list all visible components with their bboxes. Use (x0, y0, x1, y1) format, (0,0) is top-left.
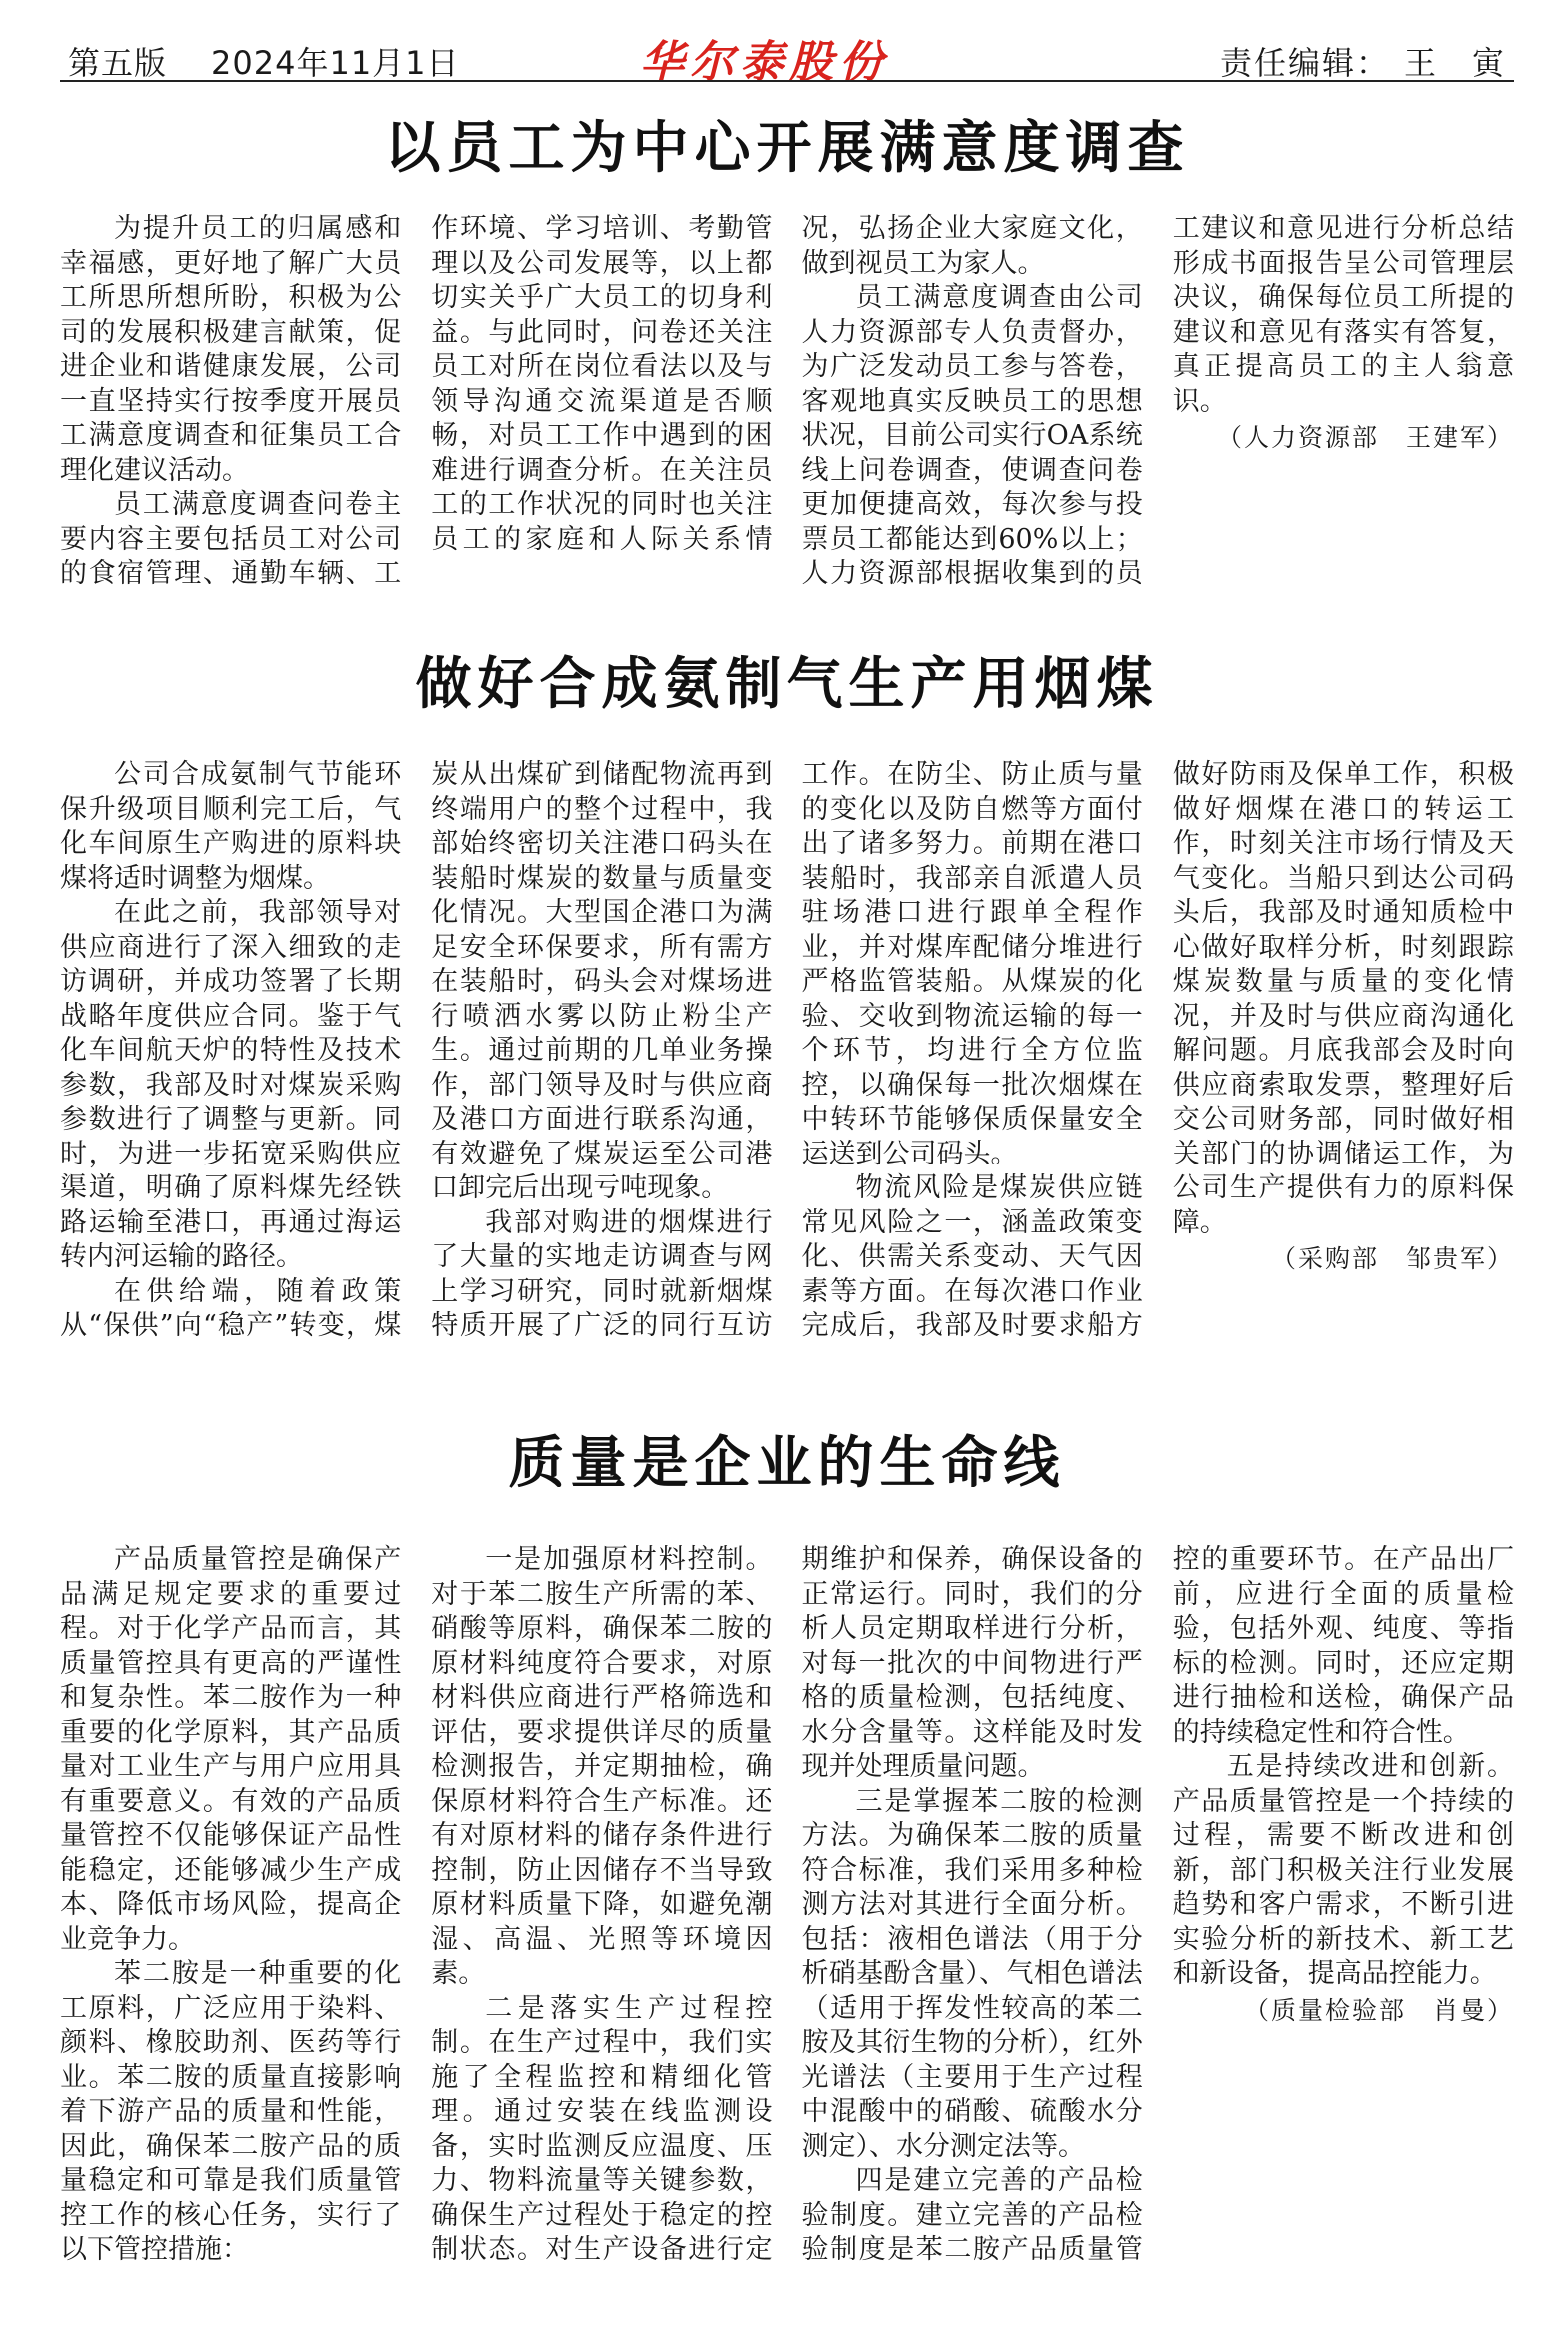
article-title: 做好合成氨制气生产用烟煤 (415, 652, 1159, 717)
editor-name: 王 寅 (1403, 44, 1506, 82)
byline: （采购部 邹贵军） (1270, 1244, 1514, 1273)
article-body (60, 212, 1514, 592)
editor-info (1220, 38, 1506, 84)
article-title: 质量是企业的生命线 (508, 1431, 1066, 1496)
edition-label: 第五版 (68, 44, 168, 82)
article-quality-lifeline (60, 1419, 1514, 2299)
article-bituminous-coal (60, 640, 1514, 1379)
paragraph: 五是持续改进和创新。产品质量管控是一个持续的过程，需要不断改进和创新，部门积极关注行业发展趋势和客户需求，不断引进实验分析的新技术、新工艺和新设备，提高品控能力。 (1172, 1751, 1514, 1989)
byline: （质量检验部 肖曼） (1243, 1995, 1514, 2025)
paragraph: 我部对购进的烟煤进行了大量的实地走访调查与网上学习研究，同时就新烟煤特质开展了广泛的同行互访工作。在防尘、防止质与量的变化以及防自燃等方面付出了诸多努力。前期在港口装船时，我部亲自派遣人员驻场港口进行跟单全程作业，并对煤库配储分堆进行严格监管装船。从煤炭的化验、交收到物流运输的每一个环节，均进行全方位监控，以确保每一批次烟煤在中转环节能够保质保量安全运送到公司码头。 (431, 759, 1143, 1341)
paragraph: 员工满意度调查由公司人力资源部专人负责督办，为广泛发动员工参与答卷，客观地真实反映员工的思想状况，目前公司实行OA系统线上问卷调查，使调查问卷更加便捷高效，每次参与投票员工都能达到60%以上；人力资源部根据收集到的员工建议和意见进行分析总结形成书面报告呈公司管理层决议，确保每位员工所提的建议和意见有落实有答复，真正提高员工的主人翁意识。 (801, 213, 1514, 589)
article-body (60, 1543, 1514, 2295)
article-employee-survey (60, 100, 1514, 600)
editor-label: 责任编辑： (1219, 44, 1390, 82)
paragraph: 三是掌握苯二胺的检测方法。为确保苯二胺的质量符合标准，我们采用多种检测方法对其进行全面分析。包括：液相色谱法（用于分析硝基酚含量）、气相色谱法（适用于挥发性较高的苯二胺及其衍生物的分析），红外光谱法（主要用于生产过程中混酸中的硝酸、硫酸水分测定）、水分测定法等。 (801, 1785, 1143, 2162)
paragraph: 四是建立完善的产品检验制度。建立完善的产品检验制度是苯二胺产品质量管控的重要环节。在产品出厂前，应进行全面的质量检验，包括外观、纯度、等指标的检测。同时，还应定期进行抽检和送检，确保产品的持续稳定性和符合性。 (801, 1544, 1514, 2265)
paragraph: 公司合成氨制气节能环保升级项目顺利完工后，气化车间原生产购进的原料块煤将适时调整为烟煤。 (60, 759, 402, 894)
byline: （人力资源部 王建军） (1216, 423, 1514, 452)
article-body (60, 758, 1514, 1377)
paragraph: 为提升员工的归属感和幸福感，更好地了解广大员工所思所想所盼，积极为公司的发展积极建言献策，促进企业和谐健康发展，公司一直坚持实行按季度开展员工满意度调查和征集员工合理化建议活动。 (60, 213, 402, 486)
paragraph: 二是落实生产过程控制。在生产过程中，我们实施了全程监控和精细化管理。通过安装在线监测设备，实时监测反应温度、压力、物料流量等关键参数，确保生产过程处于稳定的控制状态。对生产设备进行定期维护和保养，确保设备的正常运行。同时，我们的分析人员定期取样进行分析，对每一批次的中间物进行严格的质量检测，包括纯度、水分含量等。这样能及时发现并处理质量问题。 (431, 1544, 1143, 2265)
paragraph: 苯二胺是一种重要的化工原料，广泛应用于染料、颜料、橡胶助剂、医药等行业。苯二胺的质量直接影响着下游产品的质量和性能，因此，确保苯二胺产品的质量稳定和可靠是我们质量管控工作的核心任务，实行了以下管控措施： (60, 1958, 402, 2265)
masthead (60, 28, 1514, 88)
brand-logo: 华尔泰股份 (640, 37, 889, 88)
paragraph: 产品质量管控是确保产品满足规定要求的重要过程。对于化学产品而言，其质量管控具有更高的严谨性和复杂性。苯二胺作为一种重要的化学原料，其产品质量对工业生产与用户应用具有重要意义。有效的产品质量管控不仅能够保证产品性能稳定，还能够减少生产成本、降低市场风险，提高企业竞争力。 (60, 1544, 402, 1955)
paragraph: 物流风险是煤炭供应链常见风险之一，涵盖政策变化、供需关系变动、天气因素等方面。在每次港口作业完成后，我部及时要求船方做好防雨及保单工作，积极做好烟煤在港口的转运工作，时刻关注市场行情及天气变化。当船只到达公司码头后，我部及时通知质检中心做好取样分析，时刻跟踪煤炭数量与质量的变化情况，并及时与供应商沟通化解问题。月底我部会及时向供应商索取发票，整理好后交公司财务部，同时做好相关部门的协调储运工作，为公司生产提供有力的原料保障。 (801, 759, 1514, 1341)
issue-date: 2024年11月1日 (211, 44, 460, 82)
paragraph: 员工满意度调查问卷主要内容主要包括员工对公司的食宿管理、通勤车辆、工作环境、学习培训、考勤管理以及公司发展等，以上都切实关乎广大员工的切身利益。与此同时，问卷还关注员工对所在岗位看法以及与领导沟通交流渠道是否顺畅，对员工工作中遇到的困难进行调查分析。在关注员工的工作状况的同时也关注员工的家庭和人际关系情况，弘扬企业大家庭文化，做到视员工为家人。 (60, 213, 1143, 589)
masthead-rule (60, 80, 1514, 82)
article-title: 以员工为中心开展满意度调查 (384, 116, 1190, 181)
paragraph: 一是加强原材料控制。对于苯二胺生产所需的苯、硝酸等原料，确保苯二胺的原材料纯度符合要求，对原材料供应商进行严格筛选和评估，要求提供详尽的质量检测报告，并定期抽检，确保原材料符合生产标准。还有对原材料的储存条件进行控制，防止因储存不当导致原材料质量下降，如避免潮湿、高温、光照等环境因素。 (431, 1544, 773, 1989)
paragraph: 在供给端，随着政策从“保供”向“稳产”转变，煤炭从出煤矿到储配物流再到终端用户的整个过程中，我部始终密切关注港口码头在装船时煤炭的数量与质量变化情况。大型国企港口为满足安全环保要求，所有需方在装船时，码头会对煤场进行喷洒水雾以防止粉尘产生。通过前期的几单业务操作，部门领导及时与供应商及港口方面进行联系沟通，有效避免了煤炭运至公司港口卸完后出现亏吨现象。 (60, 759, 773, 1341)
paragraph: 在此之前，我部领导对供应商进行了深入细致的走访调研，并成功签署了长期战略年度供应合同。鉴于气化车间航天炉的特性及技术参数，我部及时对煤炭采购参数进行了调整与更新。同时，为进一步拓宽采购供应渠道，明确了原料煤先经铁路运输至港口，再通过海运转内河运输的路径。 (60, 897, 402, 1272)
edition-info (68, 38, 504, 84)
